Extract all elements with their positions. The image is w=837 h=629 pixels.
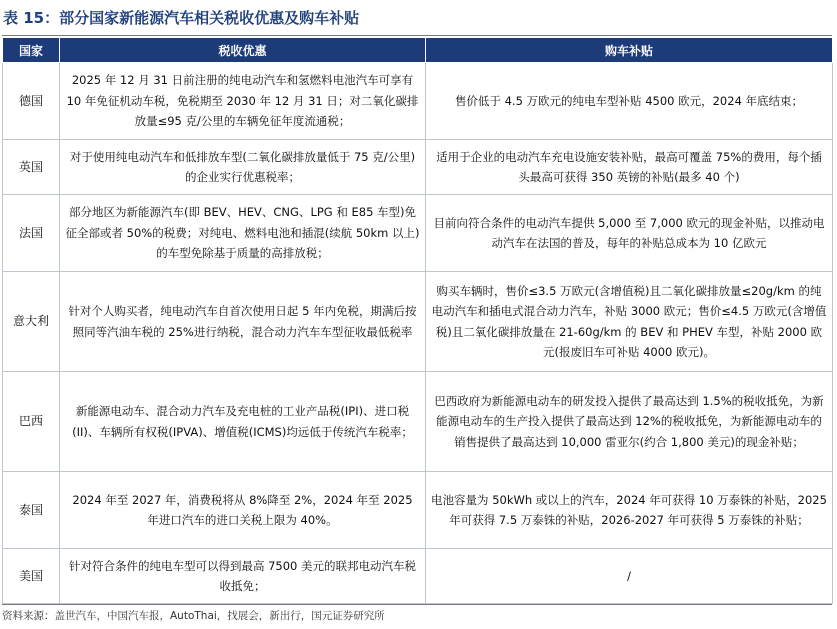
tax-cell: 2024 年至 2027 年，消费税将从 8%降至 2%，2024 年至 2025 年进口汽车的进口关税上限为 40%。 — [60, 472, 426, 549]
country-cell: 意大利 — [3, 272, 60, 372]
header-country: 国家 — [3, 38, 60, 63]
country-cell: 法国 — [3, 195, 60, 272]
source-note: 资料来源：盖世汽车，中国汽车报，AutoThai，找展会，新出行，国元证券研究所 — [2, 604, 832, 625]
table-title: 表 15：部分国家新能源汽车相关税收优惠及购车补贴 — [3, 9, 360, 27]
table-row — [3, 272, 833, 372]
policy-table — [2, 37, 833, 604]
country-cell: 美国 — [3, 549, 60, 604]
tax-cell: 部分地区为新能源汽车(即 BEV、HEV、CNG、LPG 和 E85 车型)免征全部或者 50%的税费；对纯电、燃料电池和插混(续航 50km 以上)的车型免除基于质量的高排放税； — [60, 195, 426, 272]
tax-cell: 对于使用纯电动汽车和低排放车型(二氧化碳排放量低于 75 克/公里)的企业实行优惠税率； — [60, 140, 426, 195]
header-tax: 税收优惠 — [60, 38, 426, 63]
tax-cell: 2025 年 12 月 31 日前注册的纯电动汽车和氢燃料电池汽车可享有 10 年免征机动车税，免税期至 2030 年 12 月 31 日；对二氧化碳排放量≤95 克/公里的车辆免征年度流通税； — [60, 63, 426, 140]
tax-cell: 针对个人购买者，纯电动汽车自首次使用日起 5 年内免税，期满后按照同等汽油车税的 25%进行纳税，混合动力汽车车型征收最低税率 — [60, 272, 426, 372]
table-row — [3, 472, 833, 549]
table-row — [3, 195, 833, 272]
subsidy-cell: / — [426, 549, 833, 604]
table-row — [3, 140, 833, 195]
country-cell: 德国 — [3, 63, 60, 140]
subsidy-cell: 目前向符合条件的电动汽车提供 5,000 至 7,000 欧元的现金补贴，以推动电动汽车在法国的普及，每年的补贴总成本为 10 亿欧元 — [426, 195, 833, 272]
header-row — [3, 38, 833, 63]
subsidy-cell: 适用于企业的电动汽车充电设施安装补贴，最高可覆盖 75%的费用，每个插头最高可获得 350 英镑的补贴(最多 40 个) — [426, 140, 833, 195]
table-row — [3, 372, 833, 472]
header-subsidy: 购车补贴 — [426, 38, 833, 63]
country-cell: 英国 — [3, 140, 60, 195]
tax-cell: 针对符合条件的纯电车型可以得到最高 7500 美元的联邦电动汽车税收抵免； — [60, 549, 426, 604]
tax-cell: 新能源电动车、混合动力汽车及充电桩的工业产品税(IPI)、进口税(II)、车辆所有权税(IPVA)、增值税(ICMS)均远低于传统汽车税率； — [60, 372, 426, 472]
subsidy-cell: 巴西政府为新能源电动车的研发投入提供了最高达到 1.5%的税收抵免，为新能源电动车的生产投入提供了最高达到 12%的税收抵免，为新能源电动车的销售提供了最高达到 10,000 雷亚尔(约合 1,800 美元)的现金补贴； — [426, 372, 833, 472]
table-row — [3, 63, 833, 140]
country-cell: 巴西 — [3, 372, 60, 472]
table-row — [3, 549, 833, 604]
title-divider — [2, 35, 832, 36]
country-cell: 泰国 — [3, 472, 60, 549]
subsidy-cell: 购买车辆时，售价≤3.5 万欧元(含增值税)且二氧化碳排放量≤20g/km 的纯电动汽车和插电式混合动力汽车，补贴 3000 欧元；售价≤4.5 万欧元(含增值税)且二氧化碳排放量在 21-60g/km 的 BEV 和 PHEV 车型，补贴 2000 欧元(报废旧车可补贴 4000 欧元)。 — [426, 272, 833, 372]
subsidy-cell: 售价低于 4.5 万欧元的纯电车型补贴 4500 欧元，2024 年底结束； — [426, 63, 833, 140]
subsidy-cell: 电池容量为 50kWh 或以上的汽车，2024 年可获得 10 万泰铢的补贴，2025 年可获得 7.5 万泰铢的补贴，2026-2027 年可获得 5 万泰铢的补贴； — [426, 472, 833, 549]
